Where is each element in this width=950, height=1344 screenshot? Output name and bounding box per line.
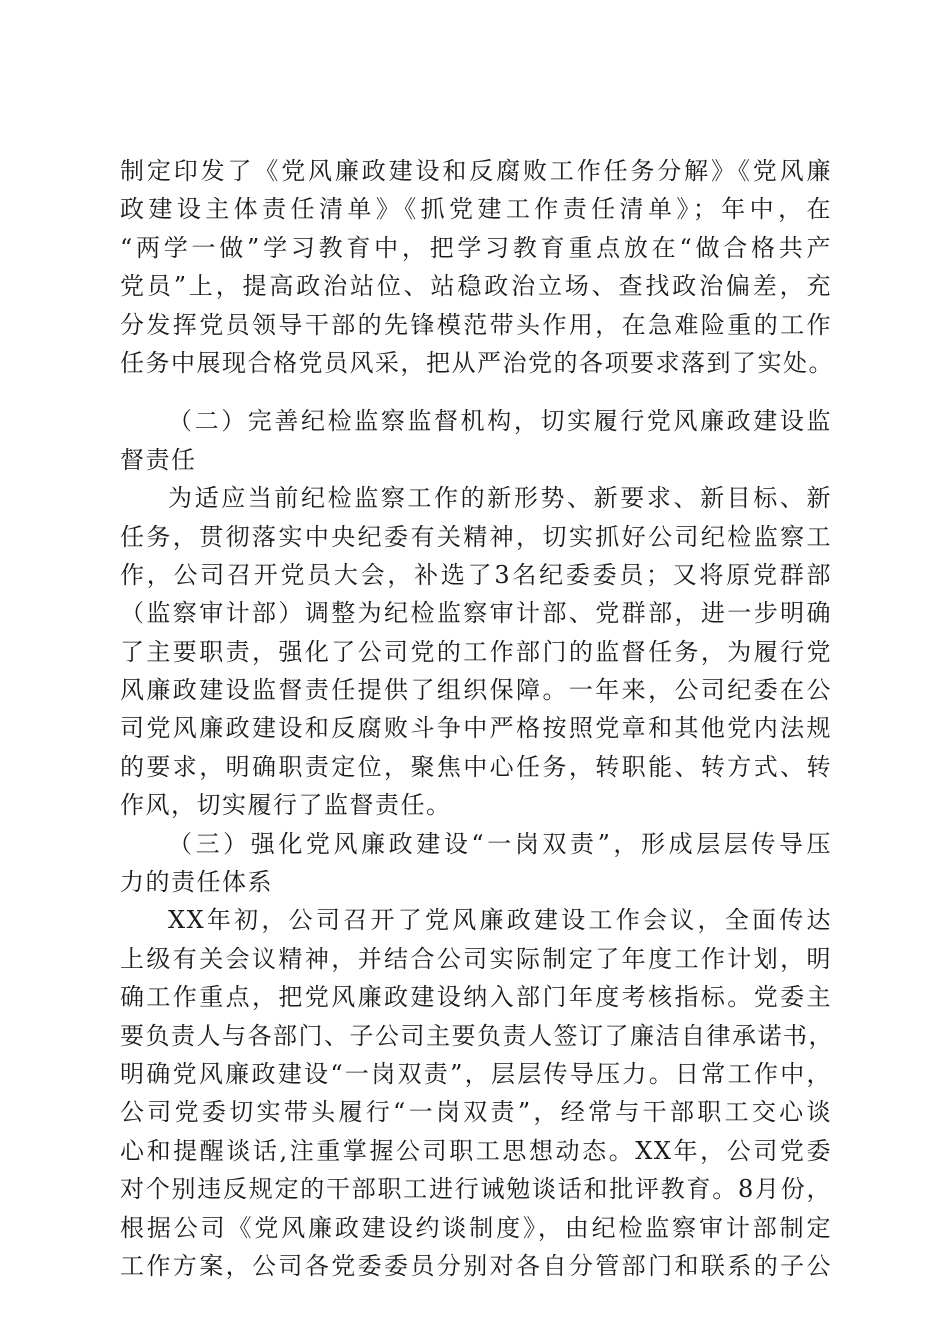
text-line: “两学一做”学习教育中，把学习教育重点放在“做合格共产	[120, 233, 832, 262]
heading-line: （三）强化党风廉政建设“一岗双责”，形成层层传导压	[168, 829, 832, 858]
text-line: 为适应当前纪检监察工作的新形势、新要求、新目标、新	[168, 484, 832, 513]
text-line: 司党风廉政建设和反腐败斗争中严格按照党章和其他党内法规	[120, 714, 832, 743]
section-heading-3	[120, 825, 832, 902]
text-line: 要负责人与各部门、子公司主要负责人签订了廉洁自律承诺书，	[120, 1021, 834, 1050]
text-line: 任务中展现合格党员风采，把从严治党的各项要求落到了实处。	[120, 348, 834, 377]
text-line: 明确党风廉政建设“一岗双责”，层层传导压力。日常工作中，	[120, 1059, 832, 1088]
text-line: 心和提醒谈话,注重掌握公司职工思想动态。XX年，公司党委	[120, 1136, 832, 1165]
text-line: 风廉政建设监督责任提供了组织保障。一年来，公司纪委在公	[120, 676, 832, 705]
text-line: 作风，切实履行了监督责任。	[120, 791, 452, 820]
text-line: 了主要职责，强化了公司党的工作部门的监督任务，为履行党	[120, 637, 832, 666]
text-line: 确工作重点，把党风廉政建设纳入部门年度考核指标。党委主	[120, 983, 832, 1012]
paragraph-spacer	[120, 382, 832, 402]
text-line: 公司党委切实带头履行“一岗双责”，经常与干部职工交心谈	[120, 1098, 832, 1127]
text-line: 根据公司《党风廉政建设约谈制度》，由纪检监察审计部制定	[120, 1213, 832, 1242]
document-page	[120, 152, 832, 1285]
heading-line: （二）完善纪检监察监督机构，切实履行党风廉政建设监	[168, 407, 832, 436]
text-line: 制定印发了《党风廉政建设和反腐败工作任务分解》《党风廉	[120, 157, 832, 185]
text-line: 作，公司召开党员大会，补选了3名纪委委员；又将原党群部	[120, 560, 832, 589]
text-line: 对个别违反规定的干部职工进行诫勉谈话和批评教育。8月份，	[120, 1175, 832, 1204]
paragraph-2	[120, 479, 832, 825]
text-line: 任务，贯彻落实中央纪委有关精神，切实抓好公司纪检监察工	[120, 522, 832, 551]
text-line: （监察审计部）调整为纪检监察审计部、党群部，进一步明确	[120, 599, 832, 628]
paragraph-3	[120, 901, 832, 1285]
text-line: XX年初，公司召开了党风廉政建设工作会议，全面传达	[168, 906, 832, 935]
section-heading-2	[120, 402, 832, 479]
heading-line: 督责任	[120, 445, 197, 474]
text-line: 的要求，明确职责定位，聚焦中心任务，转职能、转方式、转	[120, 752, 832, 781]
text-line: 分发挥党员领导干部的先锋模范带头作用，在急难险重的工作	[120, 310, 832, 339]
text-line: 党员”上，提高政治站位、站稳政治立场、查找政治偏差，充	[120, 272, 832, 301]
text-line: 上级有关会议精神，并结合公司实际制定了年度工作计划，明	[120, 944, 832, 973]
text-line: 政建设主体责任清单》《抓党建工作责任清单》；年中，在	[120, 195, 832, 224]
paragraph-1	[120, 152, 832, 382]
text-line: 工作方案，公司各党委委员分别对各自分管部门和联系的子公	[120, 1251, 832, 1280]
heading-line: 力的责任体系	[120, 868, 273, 897]
